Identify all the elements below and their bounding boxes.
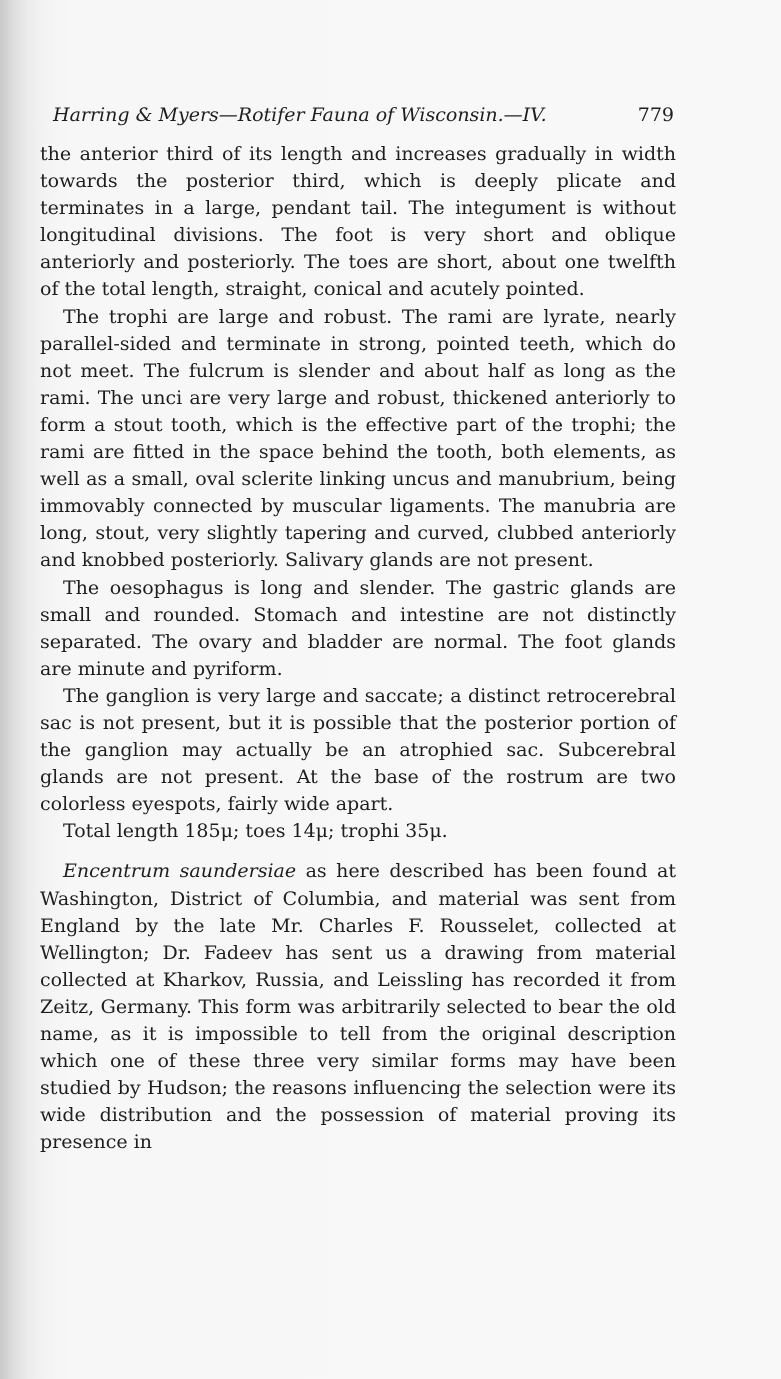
page-number: 779	[637, 104, 674, 126]
book-page	[40, 98, 676, 1156]
running-title: Harring & Myers—Rotifer Fauna of Wisconsin.—IV.	[53, 104, 547, 126]
paragraph-continued-description: the anterior third of its length and increases gradually in width towards the posterior third, which is deeply plicate and terminates in a large, pendant tail. The integument is without longitudinal divisions. The foot is very short and oblique anteriorly and posteriorly. The toes are short, about one twelfth of the total length, straight, conical and acutely pointed.	[40, 143, 676, 301]
paragraph-measurements: Total length 185μ; toes 14μ; trophi 35μ.	[63, 820, 448, 843]
species-name: Encentrum saundersiae	[63, 860, 297, 883]
paragraph-ganglion: The ganglion is very large and saccate; a distinct retrocerebral sac is not present, but it is possible that the posterior portion of the ganglion may actually be an atrophied sac. Subcerebral glands are not present. At the base of the rostrum are two colorless eyespots, fairly wide apart.	[40, 684, 676, 816]
paragraph-digestive-system: The oesophagus is long and slender. The gastric glands are small and rounded. Stomach and intestine are not distinctly separated. The ovary and bladder are normal. The foot glands are minute and pyriform.	[40, 576, 676, 680]
paragraph-trophi: The trophi are large and robust. The rami are lyrate, nearly parallel-sided and terminate in strong, pointed teeth, which do not meet. The fulcrum is slender and about half as long as the rami. The unci are very large and robust, thickened anteriorly to form a stout tooth, which is the effective part of the trophi; the rami are fitted in the space behind the tooth, both elements, as well as a small, oval sclerite linking uncus and manubrium, being immovably connected by muscular ligaments. The manubria are long, stout, very slightly tapering and curved, clubbed anteriorly and knobbed posteriorly. Salivary glands are not present.	[40, 305, 676, 572]
body-text	[40, 141, 676, 1156]
paragraph-distribution-text: as here described has been found at Washington, District of Columbia, and material was sent from England by the late Mr. Charles F. Rousselet, collected at Wellington; Dr. Fadeev has sent us a drawing from material collected at Kharkov, Russia, and Leissling has recorded it from Zeitz, Germany. This form was arbitrarily selected to bear the old name, as it is impossible to tell from the original description which one of these three very similar forms may have been studied by Hudson; the reasons influencing the selection were its wide distribution and the possession of material proving its presence in	[40, 860, 676, 1154]
paragraph-distribution	[40, 858, 676, 1156]
running-head	[40, 98, 676, 132]
